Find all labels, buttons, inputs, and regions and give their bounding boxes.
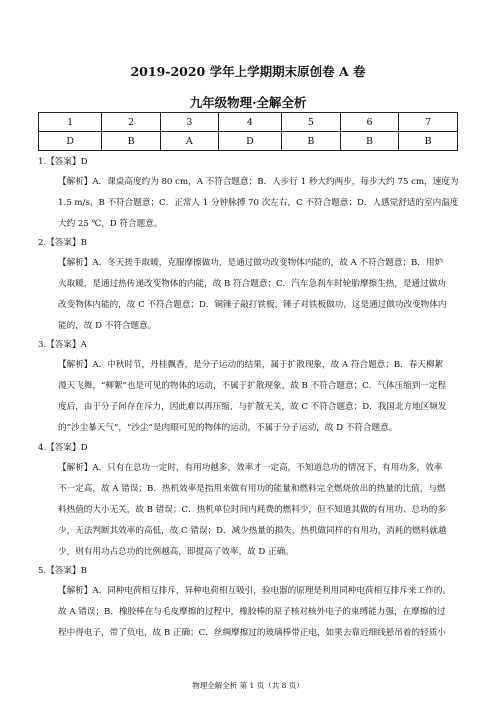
explanation-line: 大约 25 ℃，D 符合题意。 xyxy=(58,219,163,229)
explanation-line: 料热值的大小无关，故 B 错误；C．热机单位时间内耗费的燃料少，但不知道其做的有用功、总功的多 xyxy=(58,505,446,515)
question-number-cell: 7 xyxy=(399,113,458,132)
answer-heading-3: 3.【答案】A xyxy=(38,340,87,350)
answer-table xyxy=(38,112,458,151)
answer-heading-1: 1.【答案】D xyxy=(38,157,88,167)
explanation-line: 【解析】A．冬天搓手取暖，克服摩擦做功，是通过做功改变物体内能的，故 A 不符合题意；B．用炉 xyxy=(58,258,444,268)
explanation-line: 1.5 m/s，B 不符合题意；C．正常人 1 分钟脉搏 70 次左右，C 不符合题意；D．人感觉舒适的室内温度 xyxy=(58,198,459,208)
answer-heading-5: 5.【答案】B xyxy=(38,566,87,576)
answer-cell: B xyxy=(399,132,458,151)
answer-table-number-row xyxy=(39,113,458,132)
question-number-cell: 5 xyxy=(282,113,341,132)
question-number-cell: 3 xyxy=(160,113,218,132)
explanation-line: 改变物体内能的，故 C 不符合题意；D．铜锤子敲打铁板，锤子对铁板做功，这是通过做功改变物体内 xyxy=(58,300,447,310)
answer-cell: B xyxy=(340,132,399,151)
answer-heading-2: 2.【答案】B xyxy=(38,238,87,248)
answer-cell: D xyxy=(39,132,102,151)
explanation-line: 【解析】A．课桌高度约为 80 cm，A 不符合题意；B．人步行 1 秒大约两步，每步大约 75 cm，速度为 xyxy=(58,177,459,187)
question-number-cell: 6 xyxy=(340,113,399,132)
explanation-line: 火取暖，是通过热传递改变物体的内能，故 B 符合题意；C．汽车急刹车时轮胎摩擦生热，是通过做功 xyxy=(58,279,446,289)
explanation-line: 【解析】A．中秋时节，丹桂飘香，是分子运动的结果，属于扩散现象，故 A 符合题意；B．春天柳絮 xyxy=(58,360,444,370)
explanation-line: 的“沙尘暴天气”，“沙尘”是肉眼可见的物体的运动，不属于分子运动，故 D 不符合题意。 xyxy=(58,423,398,433)
explanation-line: 少，无法判断其效率的高低，故 C 错误；D．减少热量的损失，热机做同样的有用功，消耗的燃料就越 xyxy=(58,526,447,536)
answer-heading-4: 4.【答案】D xyxy=(38,443,88,453)
answer-table-answer-row xyxy=(39,132,458,151)
answer-cell: A xyxy=(160,132,218,151)
question-number-cell: 4 xyxy=(218,113,281,132)
answer-cell: B xyxy=(102,132,161,151)
explanation-line: 度后，由于分子间存在斥力，因此难以再压缩，与扩散无关，故 C 不符合题意；D．我国北方地区频发 xyxy=(58,402,447,412)
page-subtitle: 九年级物理·全解全析 xyxy=(189,95,307,110)
page-footer: 物理全解全析 第 1 页（共 8 页） xyxy=(192,681,304,690)
page-title: 2019-2020 学年上学期期末原创卷 A 卷 xyxy=(130,64,366,79)
explanation-line: 漫天飞舞，“柳絮”也是可见的物体的运动，不属于扩散现象，故 B 不符合题意；C．气体压缩到一定程 xyxy=(58,381,447,391)
question-number-cell: 1 xyxy=(39,113,102,132)
explanation-line: 少，则有用功占总功的比例越高，即提高了效率，故 D 正确。 xyxy=(58,547,294,557)
question-number-cell: 2 xyxy=(102,113,161,132)
explanation-line: 程中得电子，带了负电，故 B 正确；C．丝绸摩擦过的玻璃棒带正电，如果去靠近细线悬吊着的轻质小 xyxy=(58,628,446,638)
explanation-line: 故 A 错误；B．橡胶棒在与毛皮摩擦的过程中，橡胶棒的原子核对核外电子的束缚能力强，在摩擦的过 xyxy=(58,607,446,617)
explanation-line: 不一定高，故 A 错误；B．热机效率是指用来做有用功的能量和燃料完全燃烧放出的热量的比值，与燃 xyxy=(58,484,446,494)
answer-cell: B xyxy=(282,132,341,151)
explanation-line: 能的，故 D 不符合题意。 xyxy=(58,321,157,331)
answer-cell: D xyxy=(218,132,281,151)
explanation-line: 【解析】A．只有在总功一定时，有用功越多，效率才一定高，不知道总功的情况下，有用功多，效率 xyxy=(58,463,443,473)
explanation-line: 【解析】A．同种电荷相互排斥，异种电荷相互吸引，验电器的原理是利用同种电荷相互排斥来工作的。 xyxy=(58,586,451,596)
